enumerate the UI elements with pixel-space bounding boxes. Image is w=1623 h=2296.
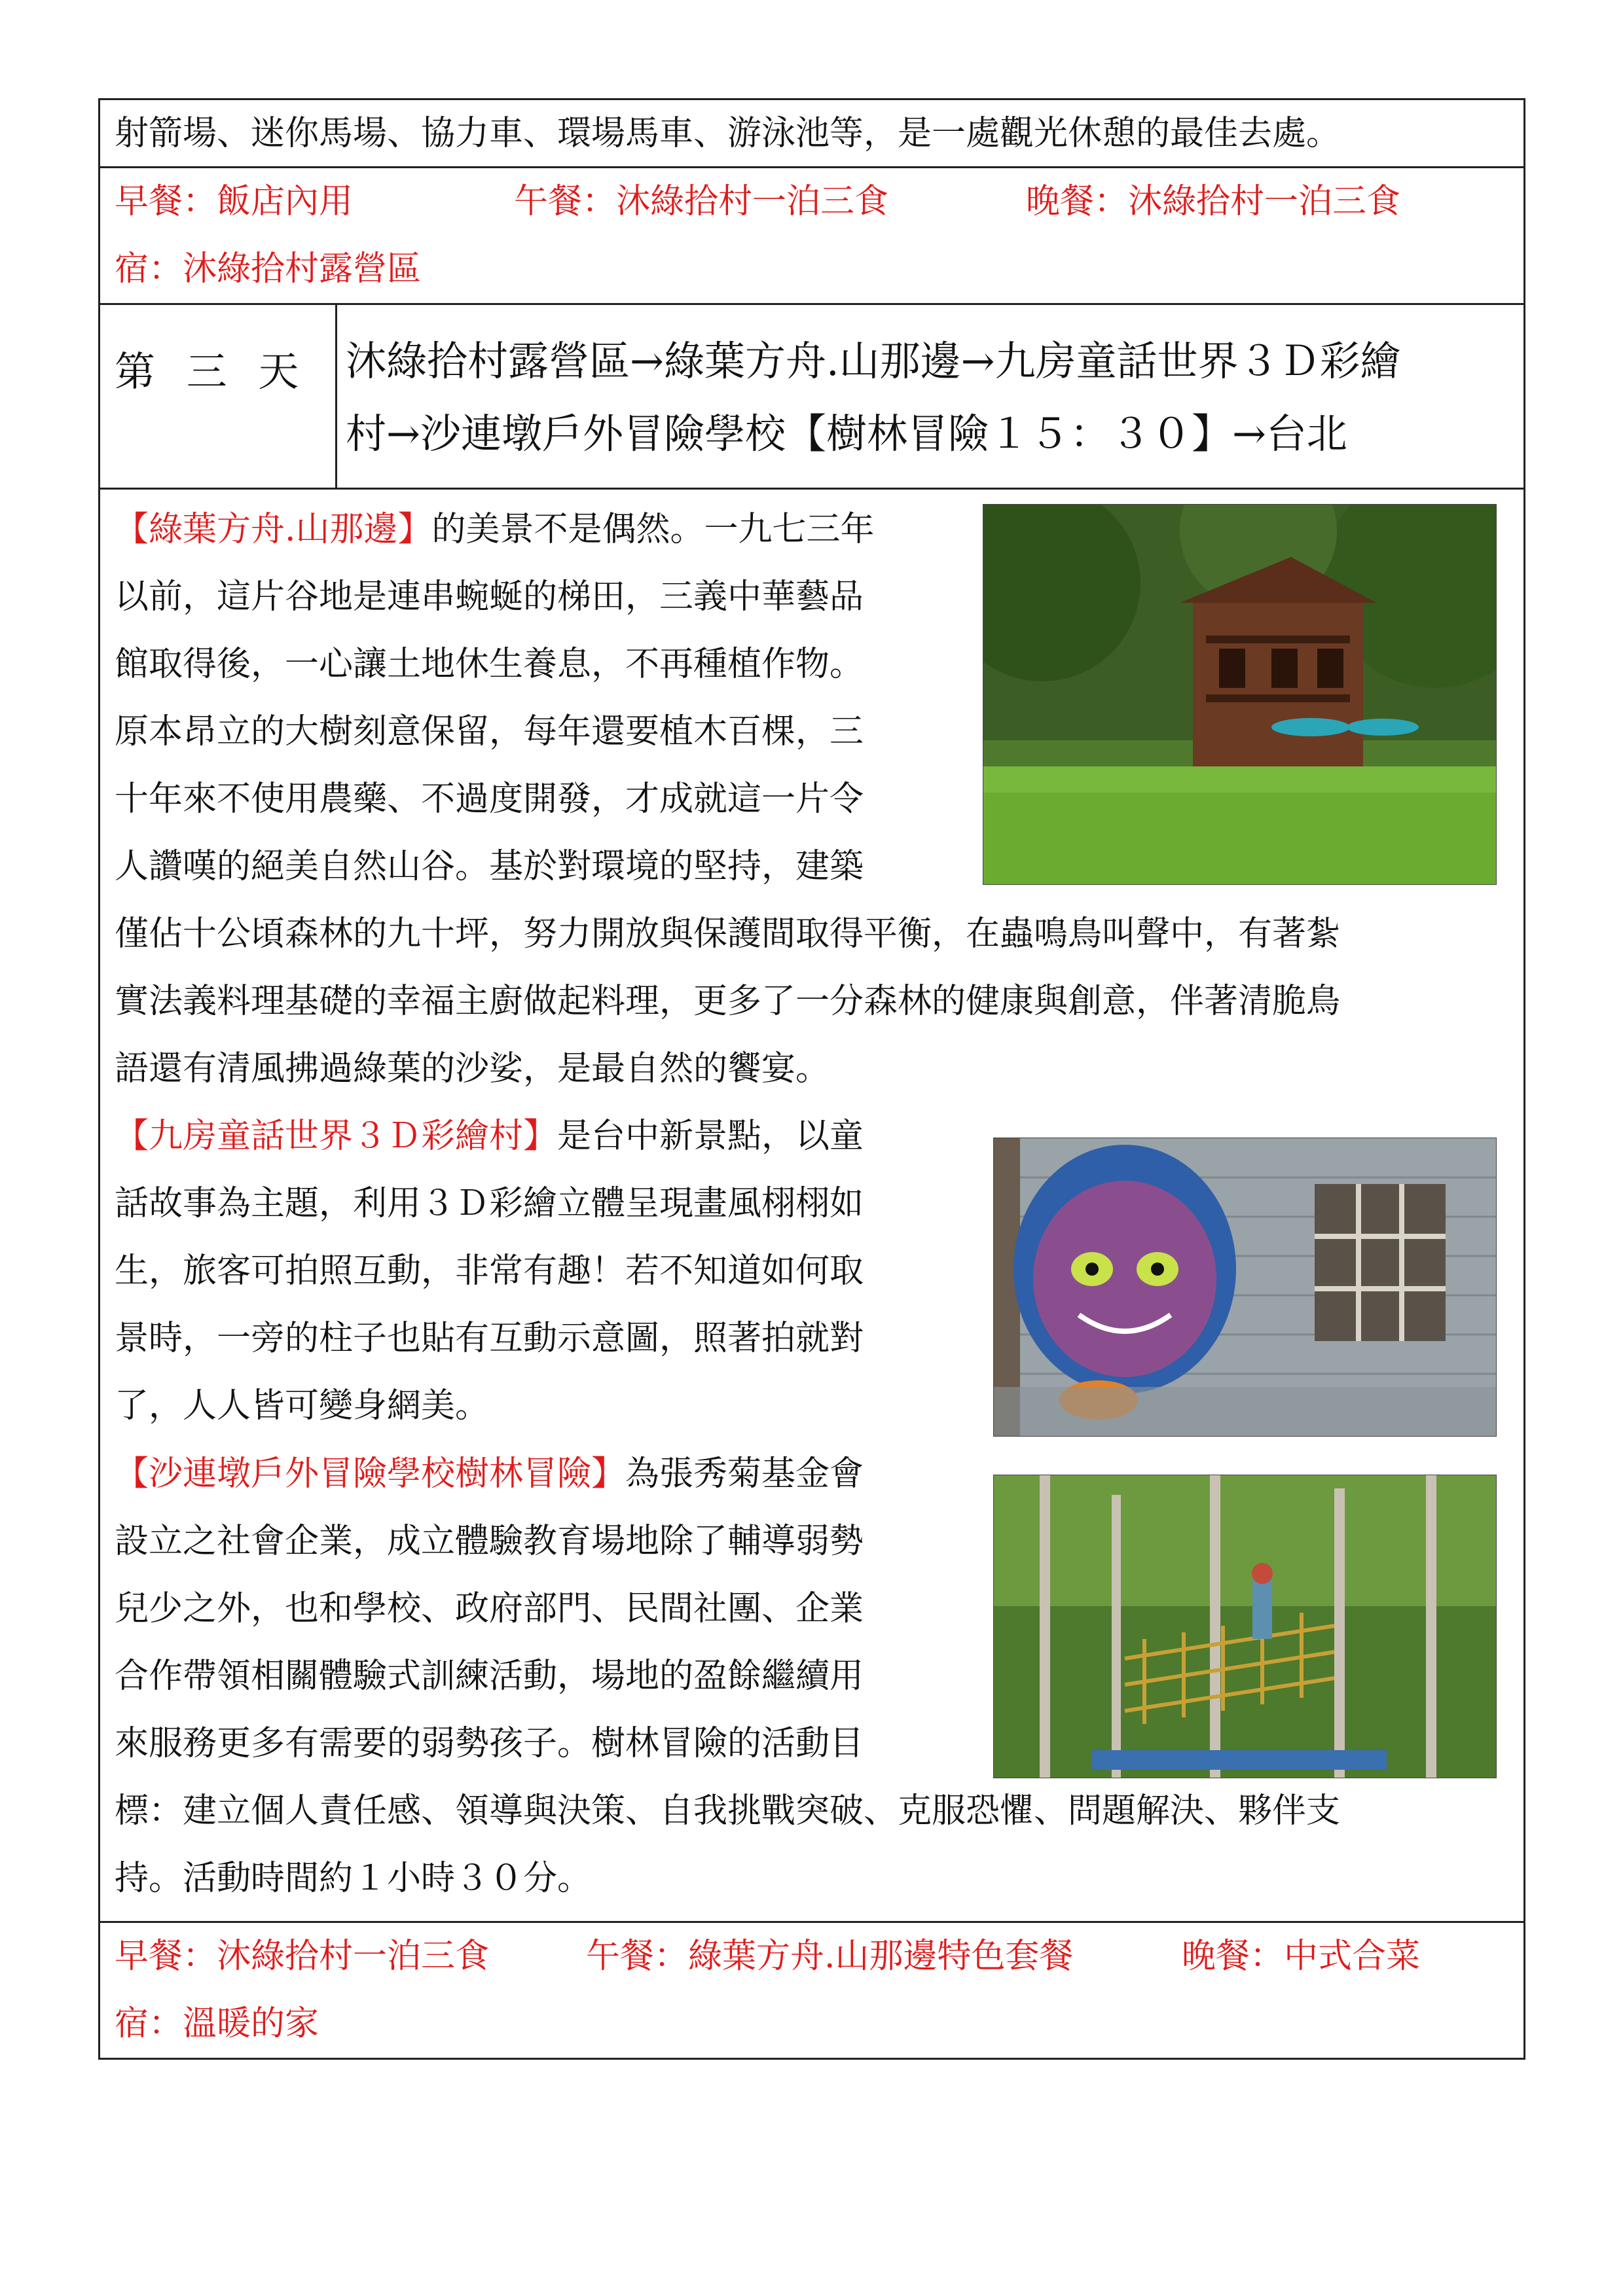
intro-text: 射箭場、迷你馬場、協力車、環場馬車、游泳池等，是一處觀光休憩的最佳去處。 xyxy=(115,114,1341,153)
greenleaf-photo xyxy=(983,504,1497,885)
day2-lodging: 宿：沐綠拾村露營區 xyxy=(115,249,422,289)
day-label: 第 三 天 xyxy=(100,305,337,488)
jiufang-line: 話故事為主題，利用３Ｄ彩繪立體呈現畫風栩栩如 xyxy=(115,1184,864,1223)
shaliandun-line: 兒少之外，也和學校、政府部門、民間社團、企業 xyxy=(115,1589,864,1628)
shaliandun-photo xyxy=(993,1475,1497,1778)
greenleaf-line: 實法義料理基礎的幸福主廚做起料理，更多了一分森林的健康與創意，伴著清脆鳥 xyxy=(115,982,1341,1021)
jiufang-line: 景時，一旁的柱子也貼有互動示意圖，照著拍就對 xyxy=(115,1319,864,1358)
shaliandun-line: 設立之社會企業，成立體驗教育場地除了輔導弱勢 xyxy=(115,1522,864,1561)
day3-dinner: 晚餐：中式合菜 xyxy=(1182,1937,1421,1976)
jiufang-line: 了，人人皆可變身網美。 xyxy=(115,1386,490,1426)
route-line-2: 村→沙連墩戶外冒險學校【樹林冒險１５：３０】→台北 xyxy=(346,410,1347,457)
day3-route xyxy=(346,325,1510,470)
shaliandun-line: 為張秀菊基金會 xyxy=(625,1454,864,1494)
greenleaf-line: 的美景不是偶然。一九七三年 xyxy=(431,510,875,549)
greenleaf-line: 人讚嘆的絕美自然山谷。基於對環境的堅持，建築 xyxy=(115,847,864,886)
shaliandun-line: 持。活動時間約１小時３０分。 xyxy=(115,1859,592,1898)
greenleaf-line: 以前，這片谷地是連串蜿蜒的梯田，三義中華藝品 xyxy=(115,577,864,617)
shaliandun-title: 【沙連墩戶外冒險學校樹林冒險】 xyxy=(115,1454,626,1494)
day2-lunch: 午餐：沐綠拾村一泊三食 xyxy=(514,182,889,221)
jiufang-line: 是台中新景點，以童 xyxy=(557,1117,864,1156)
day3-meals-row xyxy=(100,1923,1523,2060)
shaliandun-line: 標：建立個人責任感、領導與決策、自我挑戰突破、克服恐懼、問題解決、夥伴支 xyxy=(115,1791,1341,1831)
attractions-row xyxy=(100,490,1523,1923)
day3-meals-line xyxy=(100,1923,1523,1990)
greenleaf-line: 原本昂立的大樹刻意保留，每年還要植木百棵，三 xyxy=(115,712,864,751)
jiufang-photo xyxy=(993,1138,1497,1437)
day2-breakfast: 早餐：飯店內用 xyxy=(115,182,354,221)
day3-header-row xyxy=(100,305,1523,490)
greenleaf-line: 十年來不使用農藥、不過度開發，才成就這一片令 xyxy=(115,780,864,819)
route-line-1: 沐綠拾村露營區→綠葉方舟.山那邊→九房童話世界３Ｄ彩繪 xyxy=(346,337,1401,385)
jiufang-line: 生，旅客可拍照互動，非常有趣！若不知道如何取 xyxy=(115,1251,864,1291)
day2-meals-line xyxy=(100,168,1523,236)
day2-meals-row xyxy=(100,168,1523,305)
day3-lodging: 宿：溫暖的家 xyxy=(115,2004,319,2043)
day3-breakfast: 早餐：沐綠拾村一泊三食 xyxy=(115,1937,490,1976)
itinerary-table xyxy=(98,98,1525,2060)
greenleaf-line: 館取得後，一心讓土地休生養息，不再種植作物。 xyxy=(115,645,864,684)
shaliandun-line: 來服務更多有需要的弱勢孩子。樹林冒險的活動目 xyxy=(115,1724,864,1763)
day2-dinner: 晚餐：沐綠拾村一泊三食 xyxy=(1026,182,1401,221)
jiufang-paragraph xyxy=(115,1103,939,1440)
day3-lunch: 午餐：綠葉方舟.山那邊特色套餐 xyxy=(586,1937,1074,1976)
greenleaf-line: 語還有清風拂過綠葉的沙娑，是最自然的饗宴。 xyxy=(115,1049,830,1088)
greenleaf-line: 僅佔十公頃森林的九十坪，努力開放與保護間取得平衡，在蟲鳴鳥叫聲中，有著紮 xyxy=(115,914,1341,954)
jiufang-title: 【九房童話世界３Ｄ彩繪村】 xyxy=(115,1117,558,1156)
intro-row xyxy=(100,100,1523,168)
greenleaf-title: 【綠葉方舟.山那邊】 xyxy=(115,510,432,549)
shaliandun-line: 合作帶領相關體驗式訓練活動，場地的盈餘繼續用 xyxy=(115,1657,864,1696)
